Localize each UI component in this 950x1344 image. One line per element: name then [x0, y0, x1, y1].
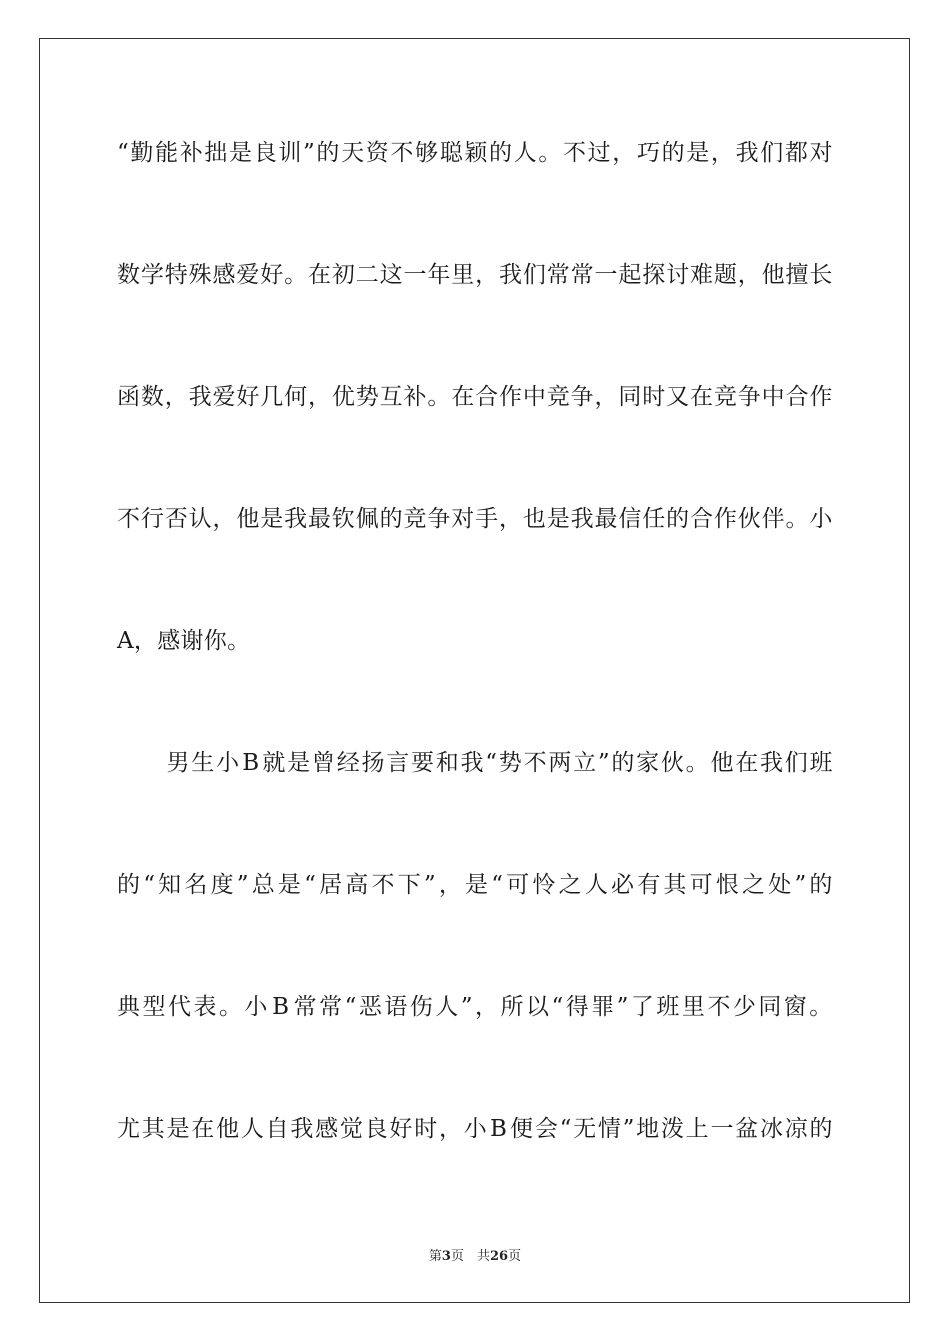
footer-page-prefix: 第 [428, 1249, 442, 1264]
body-line-9: 尤 其 是 在 他 人 自 我 感 觉 良 好 时 ， 小 B 便 会 “ 无 情 ” 地 泼 上 一 盆 冰 凉 的 [117, 1116, 833, 1142]
body-line-6: 男 生 小 B 就 是 曾 经 扬 言 要 和 我 “ 势 不 两 立 ” 的 家 伙 。 他 在 我 们 班 [166, 750, 833, 776]
page-footer [0, 1248, 950, 1266]
body-line-4: 不 行 否 认 ， 他 是 我 最 钦 佩 的 竞 争 对 手 ， 也 是 我 最 信 任 的 合 作 伙 伴 。 小 [117, 506, 833, 532]
body-line-7: 的 “ 知 名 度 ” 总 是 “ 居 高 不 下 ” ， 是 “ 可 怜 之 人 必 有 其 可 恨 之 处 ” 的 [117, 872, 833, 898]
body-line-3: 函 数 ， 我 爱 好 几 何 ， 优 势 互 补 。 在 合 作 中 竞 争 ， 同 时 又 在 竞 争 中 合 作 [117, 384, 833, 410]
footer-total-pages: 26 [490, 1249, 509, 1264]
page-border [39, 38, 910, 1303]
footer-page-number: 3 [441, 1249, 451, 1264]
body-line-8: 典 型 代 表 。 小 B 常 常 “ 恶 语 伤 人 ” ， 所 以 “ 得 罪 ” 了 班 里 不 少 同 窗 。 [117, 994, 833, 1020]
body-line-5: A，感谢你。 [117, 628, 251, 654]
footer-page-suffix: 页 [450, 1249, 464, 1264]
footer-total-suffix: 页 [508, 1249, 522, 1264]
footer-total-prefix: 共 [476, 1249, 490, 1264]
body-line-1: “ 勤 能 补 拙 是 良 训 ” 的 天 资 不 够 聪 颖 的 人 。 不 过 ， 巧 的 是 ， 我 们 都 对 [117, 140, 833, 166]
body-line-2: 数 学 特 殊 感 爱 好 。 在 初 二 这 一 年 里 ， 我 们 常 常 一 起 探 讨 难 题 ， 他 擅 长 [117, 262, 833, 288]
